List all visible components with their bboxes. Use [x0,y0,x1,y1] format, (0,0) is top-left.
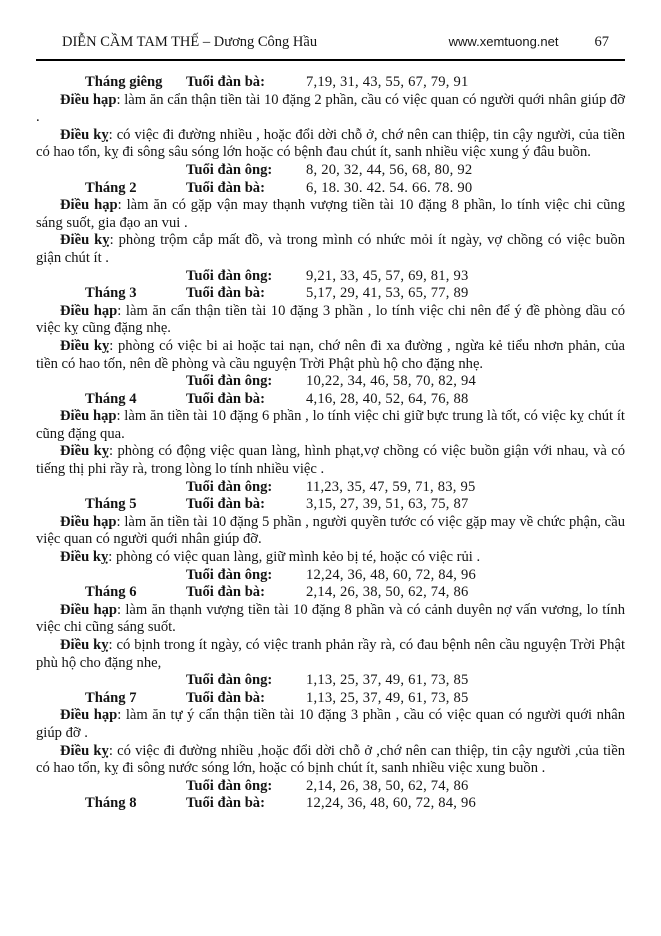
age-numbers: 12,24, 36, 48, 60, 72, 84, 96 [306,795,476,812]
ages-row [36,285,625,303]
ages-row [36,391,625,409]
paragraph-lead: Điều kỵ [60,637,109,653]
website-url: www.xemtuong.net [448,34,559,49]
ages-row [36,180,625,198]
month-label: Tháng 4 [85,390,137,407]
paragraph-lead: Điều kỵ [60,126,109,143]
age-group-label: Tuổi đàn bà: [186,795,265,812]
detail-paragraph: Điều kỵ: có việc đi đường nhiều , hoặc đổi dời chỗ ở, chớ nên can thiệp, tin cậy người, của tiền có hao tổn, kỵ đi sông sâu sóng lớn hoặc có bệnh đau chút ít, sanh nhiều việc xung ý đâu buồn. [36,126,626,161]
age-group-label: Tuổi đàn bà: [186,390,265,407]
month-label: Tháng 7 [85,689,137,706]
paragraph-lead: Điều kỵ [60,742,109,759]
age-numbers: 2,14, 26, 38, 50, 62, 74, 86 [306,584,469,601]
paragraph-lead: Điều hạp [60,513,117,530]
age-group-label: Tuổi đàn ông: [186,161,273,178]
page-header [36,0,625,61]
age-group-label: Tuổi đàn ông: [186,267,273,284]
age-group-label: Tuổi đàn ông: [186,672,273,689]
paragraph-lead: Điều hạp [60,302,118,319]
age-group-label: Tuổi đàn bà: [186,74,265,90]
age-group-label: Tuổi đàn ông: [186,373,273,390]
paragraph-lead: Điều kỵ [60,443,109,460]
age-numbers: 7,19, 31, 43, 55, 67, 79, 91 [306,74,469,90]
paragraph-lead: Điều kỵ [60,337,110,354]
paragraph-lead: Điều hạp [60,601,117,618]
detail-paragraph: Điều kỵ: có việc đi đường nhiều ,hoặc đổi dời chỗ ở ,chớ nên can thiệp, tin cậy người ,của tiền có hao tổn, kỵ đi sông nước sóng lớn, hoặc có bịnh chút ít, sanh nhiều việc xung buồn . [36,742,626,777]
age-group-label: Tuổi đàn bà: [186,496,265,513]
age-group-label: Tuổi đàn bà: [186,285,265,302]
ages-row [36,162,625,180]
ages-row [36,479,625,497]
month-label: Tháng 6 [85,584,137,601]
paragraph-lead: Điều kỵ [60,549,109,566]
month-label: Tháng 2 [85,179,137,196]
paragraph-lead: Điều hạp [60,197,118,214]
detail-paragraph: Điều hạp: làm ăn tiền tài 10 đặng 5 phần , người quyền tước có việc gặp may về chức phận, cầu việc quan có người quới nhân giúp đỡ. [36,513,625,548]
age-numbers: 12,24, 36, 48, 60, 72, 84, 96 [306,566,476,583]
age-group-label: Tuổi đàn ông: [186,566,273,583]
month-label: Tháng 5 [85,496,137,513]
ages-row [36,690,625,708]
detail-paragraph: Điều hạp: làm ăn cẩn thận tiền tài 10 đặng 2 phần, cầu có việc quan có người quới nhân giúp đỡ . [36,91,625,126]
page-body [36,61,625,813]
age-numbers: 1,13, 25, 37, 49, 61, 73, 85 [306,689,469,706]
month-label: Tháng 3 [85,285,137,302]
age-numbers: 1,13, 25, 37, 49, 61, 73, 85 [306,672,469,689]
age-numbers: 11,23, 35, 47, 59, 71, 83, 95 [306,478,476,495]
ages-row [36,268,625,286]
ages-row [36,778,625,796]
age-group-label: Tuổi đàn ông: [186,777,273,794]
ages-row [36,373,625,391]
age-numbers: 3,15, 27, 39, 51, 63, 75, 87 [306,496,469,513]
age-numbers: 2,14, 26, 38, 50, 62, 74, 86 [306,777,469,794]
ages-row [36,567,625,585]
paragraph-lead: Điều hạp [60,408,117,425]
month-label: Tháng giêng [85,74,163,90]
paragraph-lead: Điều kỵ [60,232,110,249]
page-number: 67 [594,34,609,50]
detail-paragraph: Điều hạp: làm ăn tự ý cẩn thận tiền tài 10 đặng 3 phần , cầu có việc quan có người quới nhân giúp đỡ . [36,707,625,741]
detail-paragraph: Điều hạp: làm ăn có gặp vận may thạnh vượng tiền tài 10 đặng 8 phần, lo tính việc chi cũng sáng suốt, gia đạo an vui . [36,197,625,231]
detail-paragraph: Điều hạp: làm ăn thạnh vượng tiền tài 10 đặng 8 phần và có cảnh duyên nợ vấn vương, lo tính việc chi cũng sáng suốt. [36,601,625,636]
age-numbers: 9,21, 33, 45, 57, 69, 81, 93 [306,267,469,284]
detail-paragraph: Điều kỵ: phòng có việc quan làng, giữ mình kẻo bị té, hoặc có việc rủi . [60,549,481,566]
age-numbers: 4,16, 28, 40, 52, 64, 76, 88 [306,390,469,407]
detail-paragraph: Điều kỵ: có bịnh trong ít ngày, có việc tranh phản rầy rà, có đau bệnh nên cầu nguyện Trời Phật phù hộ cho đặng nhe, [36,637,626,671]
book-title: DIỄN CẦM TAM THẾ – Dương Công Hầu [62,34,318,50]
ages-row [36,672,625,690]
age-numbers: 5,17, 29, 41, 53, 65, 77, 89 [306,285,469,302]
age-numbers: 8, 20, 32, 44, 56, 68, 80, 92 [306,161,473,178]
ages-row [36,584,625,602]
ages-row [36,74,625,92]
detail-paragraph: Điều kỵ: phòng trộm cắp mất đồ, và trong mình có nhức mỏi ít ngày, vợ chồng có việc buồn giận chút ít . [36,232,625,266]
detail-paragraph: Điều hạp: làm ăn cẩn thận tiền tài 10 đặng 3 phần , lo tính việc chi nên để ý đề phòng dầu có việc kỵ cũng đặng nhẹ. [36,302,625,337]
age-group-label: Tuổi đàn ông: [186,478,273,495]
detail-paragraph: Điều kỵ: phòng có việc bi ai hoặc tai nạn, chớ nên đi xa đường , ngừa kẻ tiểu nhơn phản, của tiền có hao tốn, nên dề phòng và cầu nguyện Trời Phật phù hộ cho đặng nhẹ. [36,337,626,372]
age-group-label: Tuổi đàn bà: [186,179,265,196]
age-numbers: 6, 18. 30. 42. 54. 66. 78. 90 [306,179,473,196]
age-numbers: 10,22, 34, 46, 58, 70, 82, 94 [306,373,476,390]
month-label: Tháng 8 [85,795,137,812]
detail-paragraph: Điều kỵ: phòng có động việc quan làng, hình phạt,vợ chồng có việc buồn giận với nhau, và có tiếng thị phi rầy rà, trong lòng lo tính nhiều việc . [36,443,626,478]
age-group-label: Tuổi đàn bà: [186,584,265,601]
ages-row [36,795,625,813]
ages-row [36,496,625,514]
age-group-label: Tuổi đàn bà: [186,689,265,706]
paragraph-lead: Điều hạp [60,707,118,724]
paragraph-lead: Điều hạp [60,91,117,108]
detail-paragraph: Điều hạp: làm ăn tiền tài 10 đặng 6 phần , lo tính việc chi giữ bực trung là tốt, có việc kỵ chút ít cũng đặng qua. [36,408,625,442]
